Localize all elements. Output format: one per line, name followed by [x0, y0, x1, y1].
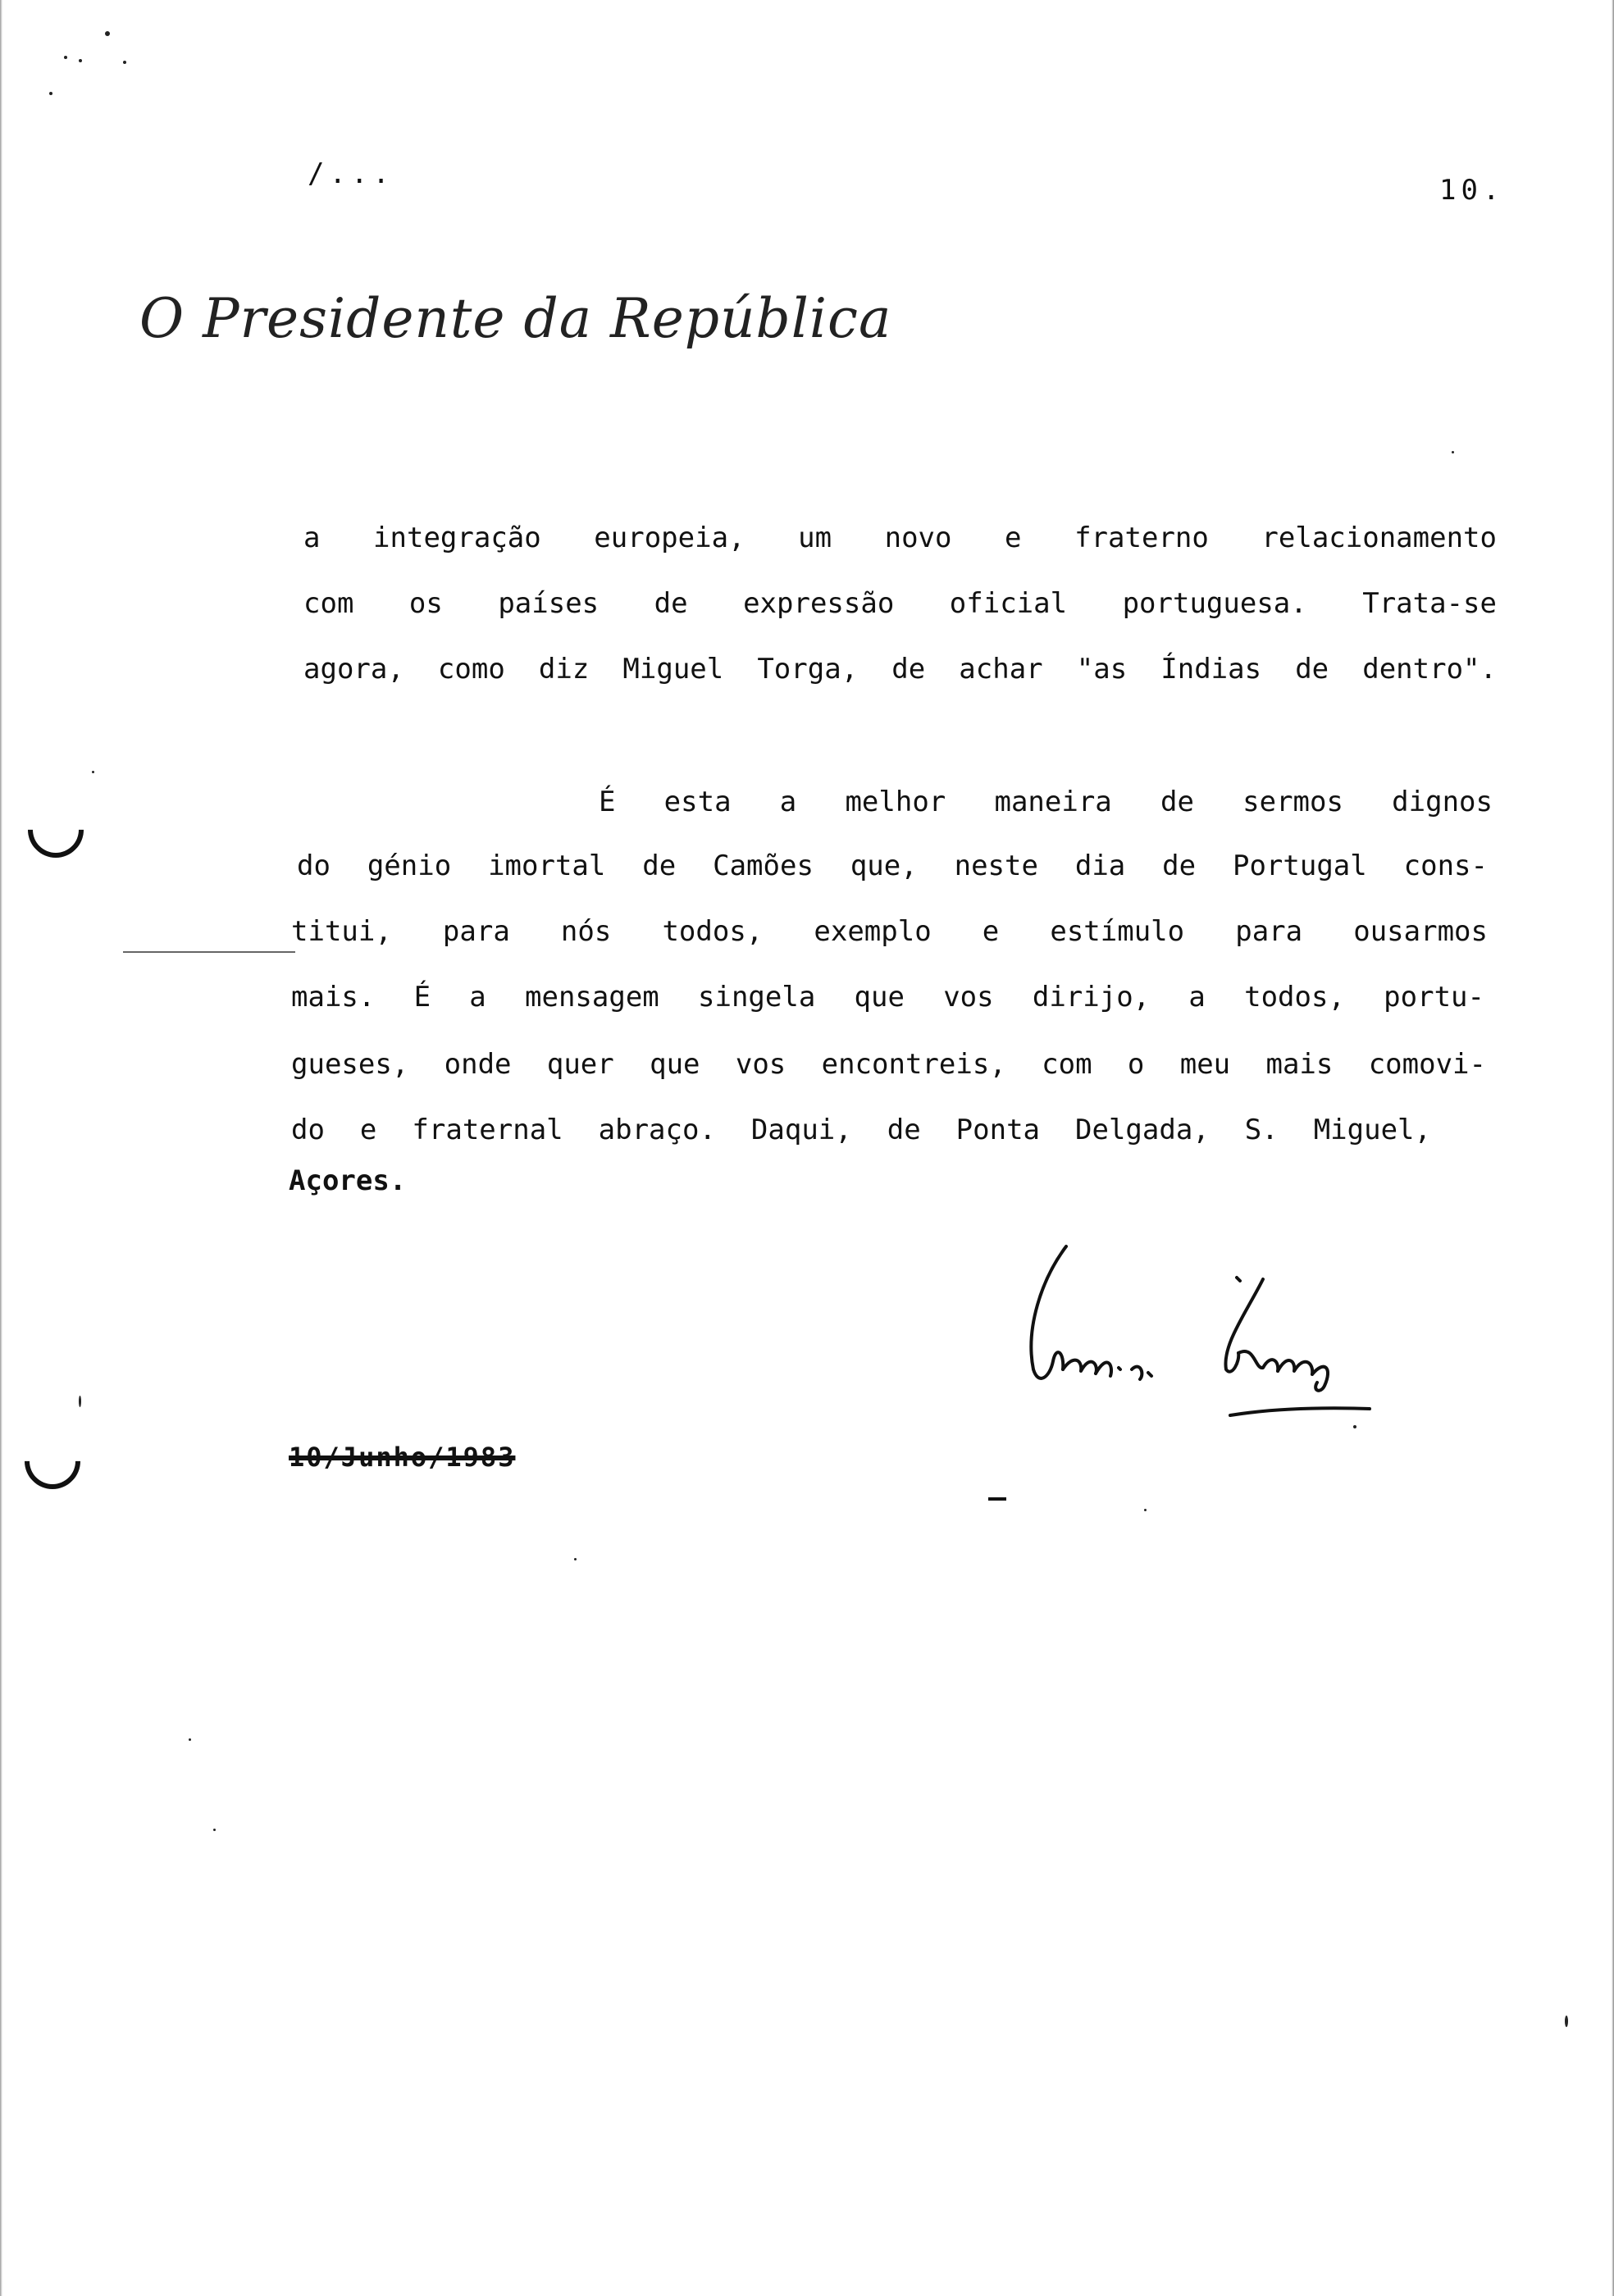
body-line: mais. É a mensagem singela que vos dirijo, a todos, portu- — [291, 981, 1484, 1014]
scan-speck — [105, 31, 110, 36]
body-line: gueses, onde quer que vos encontreis, com o meu mais comovi- — [291, 1048, 1486, 1081]
binder-hole-mark — [16, 790, 95, 869]
scan-edge-left — [0, 0, 2, 2296]
body-line: com os países de expressão oficial portuguesa. Trata-se — [303, 587, 1497, 620]
body-line: agora, como diz Miguel Torga, de achar "as Índias de dentro". — [303, 653, 1497, 686]
handwritten-signature — [1017, 1230, 1378, 1427]
binder-hole-mark — [13, 1422, 92, 1501]
margin-rule — [123, 951, 295, 953]
body-line: do génio imortal de Camões que, neste dia de Portugal cons- — [297, 850, 1488, 882]
scan-speck — [49, 92, 52, 95]
body-line: É esta a melhor maneira de sermos dignos — [599, 786, 1493, 818]
continuation-marker: /... — [308, 157, 394, 190]
scan-speck — [123, 61, 126, 64]
scan-speck — [213, 1829, 216, 1831]
scan-speck — [79, 59, 82, 62]
page-number: 10. — [1439, 174, 1505, 207]
struck-date: 10/Junho/1983 — [289, 1442, 516, 1473]
scan-speck — [1452, 451, 1454, 453]
letterhead-title: O Presidente da República — [139, 287, 892, 350]
body-line: titui, para nós todos, exemplo e estímulo para ousarmos — [291, 915, 1488, 948]
scan-speck — [64, 56, 67, 59]
scan-speck — [1144, 1509, 1147, 1511]
body-line: Açores. — [289, 1164, 407, 1197]
scan-speck — [79, 1396, 81, 1407]
scan-speck — [1565, 2016, 1568, 2027]
scan-speck — [92, 771, 94, 773]
body-line: do e fraternal abraço. Daqui, de Ponta Delgada, S. Miguel, — [291, 1114, 1431, 1146]
body-line: a integração europeia, um novo e fraterno relacionamento — [303, 522, 1497, 554]
ink-mark — [988, 1497, 1006, 1501]
scan-speck — [189, 1738, 191, 1741]
scan-speck — [574, 1558, 577, 1560]
